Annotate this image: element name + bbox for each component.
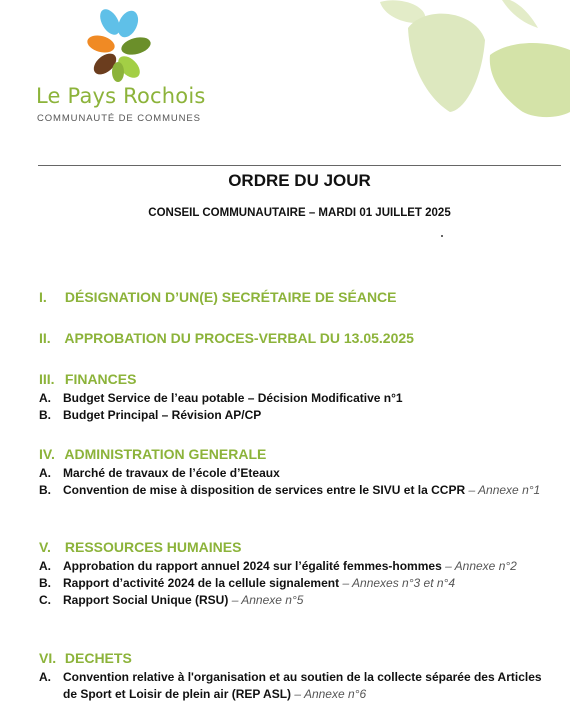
item-letter: B. [39, 483, 51, 497]
agenda-item [39, 669, 549, 703]
section-number: V. [39, 539, 51, 555]
section-title: ADMINISTRATION GENERALE [64, 446, 267, 462]
item-annex: – Annexe n°1 [468, 483, 541, 497]
agenda-item [39, 407, 549, 424]
agenda-section [39, 330, 549, 346]
item-letter: A. [39, 466, 51, 480]
item-title: Rapport d’activité 2024 de la cellule signalement [63, 576, 340, 590]
item-annex: – Annexe n°2 [445, 559, 517, 573]
agenda-item [39, 558, 549, 575]
agenda-section [39, 650, 549, 703]
logo-subtitle: COMMUNAUTÉ DE COMMUNES [37, 113, 201, 124]
agenda-section [39, 289, 549, 305]
divider-dot [441, 235, 443, 237]
section-number: VI. [39, 650, 57, 666]
section-heading [39, 446, 549, 462]
agenda-item [39, 482, 549, 499]
decorative-leaves-icon [370, 0, 570, 125]
section-heading [39, 289, 549, 305]
section-title: FINANCES [64, 371, 137, 387]
section-title: APPROBATION DU PROCES-VERBAL DU 13.05.2025 [64, 330, 414, 346]
section-number: IV. [39, 446, 55, 462]
item-title: Convention relative à l'organisation et au soutien de la collecte séparée des Articles de Sport et Loisir de plein air (REP ASL) [63, 670, 542, 701]
section-number: III. [39, 371, 55, 387]
section-number: I. [39, 289, 47, 305]
item-title: Budget Service de l’eau potable – Décision Modificative n°1 [63, 391, 403, 405]
agenda-item [39, 465, 549, 482]
item-letter: C. [39, 593, 51, 607]
item-title: Rapport Social Unique (RSU) [63, 593, 229, 607]
agenda-section [39, 446, 549, 499]
item-annex: – Annexe n°5 [231, 593, 304, 607]
organization-logo [36, 6, 216, 126]
section-heading [39, 650, 549, 666]
section-title: RESSOURCES HUMAINES [64, 539, 242, 555]
document-title: ORDRE DU JOUR [228, 171, 371, 190]
document-subtitle: CONSEIL COMMUNAUTAIRE – MARDI 01 JUILLET 2025 [148, 207, 451, 219]
section-title: DECHETS [64, 650, 132, 666]
item-letter: A. [39, 559, 51, 573]
agenda-item [39, 575, 549, 592]
item-letter: B. [39, 576, 51, 590]
agenda-section [39, 371, 549, 424]
section-heading [39, 371, 549, 387]
item-annex: – Annexe n°6 [294, 687, 367, 701]
item-title: Convention de mise à disposition de services entre le SIVU et la CCPR [63, 483, 466, 497]
logo-name: Le Pays Rochois [36, 84, 206, 108]
section-heading [39, 539, 549, 555]
item-title: Approbation du rapport annuel 2024 sur l’égalité femmes-hommes [63, 559, 442, 573]
item-letter: A. [39, 670, 51, 684]
section-title: DÉSIGNATION D’UN(E) SECRÉTAIRE DE SÉANCE [64, 289, 397, 305]
item-letter: B. [39, 408, 51, 422]
item-letter: A. [39, 391, 51, 405]
section-number: II. [39, 330, 51, 346]
section-heading [39, 330, 549, 346]
agenda-section [39, 539, 549, 609]
flower-logo-icon [82, 6, 172, 84]
title-divider [38, 165, 561, 166]
item-annex: – Annexes n°3 et n°4 [342, 576, 456, 590]
agenda-item [39, 592, 549, 609]
item-title: Budget Principal – Révision AP/CP [63, 408, 262, 422]
agenda-item [39, 390, 549, 407]
item-title: Marché de travaux de l’école d’Eteaux [63, 466, 280, 480]
